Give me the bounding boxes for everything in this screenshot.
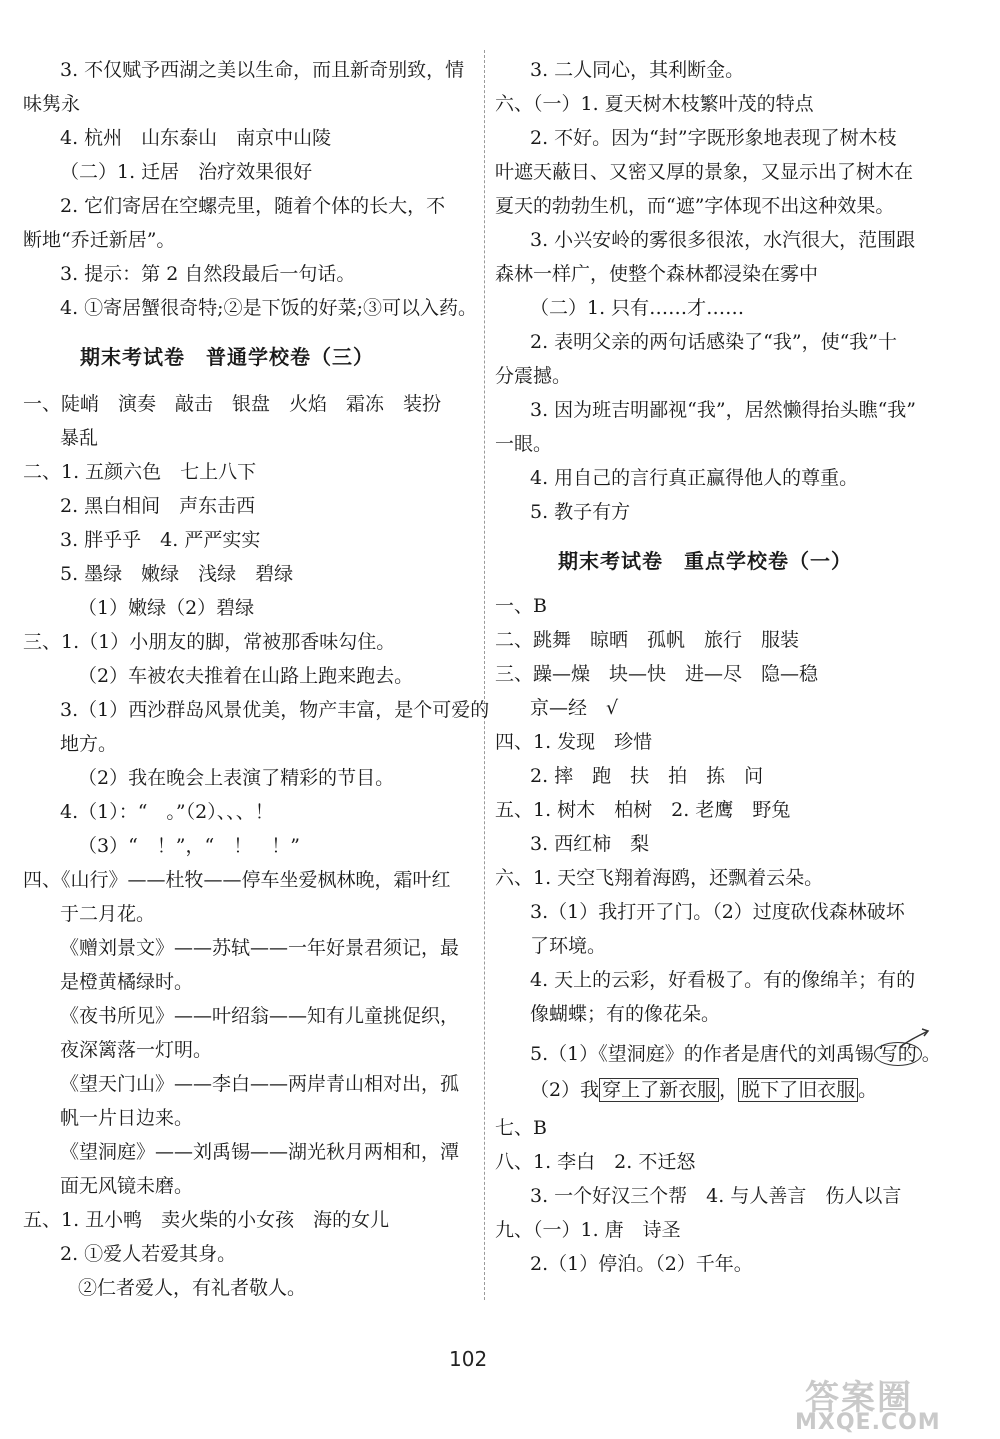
- answer-line: 《望天门山》——李白——两岸青山相对出，孤: [60, 1073, 460, 1095]
- answer-line: 三、1.（1）小朋友的脚，常被那香味勾住。: [23, 631, 396, 653]
- answer-line-correction: [530, 1041, 941, 1067]
- answer-line: （二）1. 只有……才……: [530, 297, 745, 319]
- answer-line: 了环境。: [530, 935, 607, 957]
- answer-line: 3. 一个好汉三个帮 4. 与人善言 伤人以言: [530, 1185, 902, 1207]
- answer-line: （2）我在晚会上表演了精彩的节目。: [78, 767, 395, 789]
- answer-line: 帆一片日边来。: [60, 1107, 194, 1129]
- answer-line: 2. 黑白相间 声东击西: [60, 495, 256, 517]
- answer-line: 六、（一）1. 夏天树木枝繁叶茂的特点: [495, 93, 814, 115]
- answer-line: 3.（1）我打开了门。（2）过度砍伐森林破坏: [530, 901, 905, 923]
- answer-line: 3. 二人同心，其利断金。: [530, 59, 745, 81]
- proofreading-mark-icon: [898, 1027, 938, 1051]
- answer-line: 4. ①寄居蟹很奇特;②是下饭的好菜;③可以入药。: [60, 297, 477, 319]
- answer-line: 一、B: [495, 595, 547, 617]
- answer-line: 2.（1）停泊。（2）千年。: [530, 1253, 753, 1275]
- answer-line: 一眼。: [495, 433, 553, 455]
- answer-line: 地方。: [60, 733, 118, 755]
- line-text: 。: [858, 1079, 878, 1101]
- answer-line: 3. 不仅赋予西湖之美以生命，而且新奇别致，情: [60, 59, 465, 81]
- section-heading: 期末考试卷 重点学校卷（一）: [558, 549, 852, 573]
- answer-line: 四、1. 发现 珍惜: [495, 731, 653, 753]
- answer-line: 《望洞庭》——刘禹锡——湖光秋月两相和，潭: [60, 1141, 460, 1163]
- answer-line: 2. ①爱人若爱其身。: [60, 1243, 237, 1265]
- answer-line: 4. 杭州 山东泰山 南京中山陵: [60, 127, 332, 149]
- section-heading: 期末考试卷 普通学校卷（三）: [80, 345, 374, 369]
- answer-line: 5. 墨绿 嫩绿 浅绿 碧绿: [60, 563, 294, 585]
- answer-line: 3. 西红柿 梨: [530, 833, 650, 855]
- answer-line: 京—经 √: [530, 697, 619, 719]
- answer-line: 3.（1）西沙群岛风景优美，物产丰富，是个可爱的: [60, 699, 490, 721]
- answer-line: 六、1. 天空飞翔着海鸥，还飘着云朵。: [495, 867, 824, 889]
- line-text: 。: [921, 1043, 941, 1065]
- answer-line: 分震撼。: [495, 365, 572, 387]
- answer-line: 二、1. 五颜六色 七上八下: [23, 461, 257, 483]
- answer-line: 夜深篱落一灯明。: [60, 1039, 213, 1061]
- answer-line: （1）嫩绿（2）碧绿: [78, 597, 255, 619]
- answer-line: 夏天的勃勃生机，而“遮”字体现不出这种效果。: [495, 195, 895, 217]
- answer-line: 2. 摔 跑 扶 拍 拣 问: [530, 765, 764, 787]
- answer-line: 断地“乔迁新居”。: [23, 229, 176, 251]
- answer-line: 是橙黄橘绿时。: [60, 971, 194, 993]
- answer-line: 《夜书所见》——叶绍翁——知有儿童挑促织，: [60, 1005, 460, 1027]
- line-text: ，: [719, 1079, 739, 1101]
- answer-line: 三、躁—燥 块—快 进—尽 隐—稳: [495, 663, 819, 685]
- answer-line: 3. 因为班吉明鄙视“我”，居然懒得抬头瞧“我”: [530, 399, 917, 421]
- circled-text: 写的: [874, 1042, 922, 1066]
- answer-line: 4. 用自己的言行真正赢得他人的尊重。: [530, 467, 859, 489]
- answer-line: 像蝴蝶；有的像花朵。: [530, 1003, 721, 1025]
- answer-line: 5. 教子有方: [530, 501, 631, 523]
- answer-line: 4. 天上的云彩，好看极了。有的像绵羊；有的: [530, 969, 916, 991]
- answer-line: 森林一样广，使整个森林都浸染在雾中: [495, 263, 819, 285]
- answer-line: 八、1. 李白 2. 不迁怒: [495, 1151, 696, 1173]
- answer-line: 一、陡峭 演奏 敲击 银盘 火焰 霜冻 装扮: [23, 393, 442, 415]
- watermark-logo: [795, 1370, 995, 1436]
- answer-line: 2. 它们寄居在空螺壳里，随着个体的长大，不: [60, 195, 446, 217]
- answer-line: 3. 提示：第 2 自然段最后一句话。: [60, 263, 356, 285]
- watermark-url: MXQE.COM: [795, 1410, 941, 1435]
- answer-line: 五、1. 丑小鸭 卖火柴的小女孩 海的女儿: [23, 1209, 390, 1231]
- answer-line: 叶遮天蔽日、又密又厚的景象，又显示出了树木在: [495, 161, 914, 183]
- answer-line: 七、B: [495, 1117, 547, 1139]
- answer-line-correction: [530, 1077, 877, 1103]
- answer-line: （3）“ ！”，“ ！ ！”: [78, 835, 300, 857]
- answer-line: 四、《山行》——杜牧——停车坐爱枫林晚，霜叶红: [23, 869, 451, 891]
- boxed-text: 穿上了新衣服: [599, 1078, 719, 1102]
- answer-line: 4.（1）：“ 。”（2）、、、！: [60, 801, 274, 823]
- answer-line: （2）车被农夫推着在山路上跑来跑去。: [78, 665, 414, 687]
- answer-line: 九、（一）1. 唐 诗圣: [495, 1219, 681, 1241]
- answer-line: 五、1. 树木 柏树 2. 老鹰 野兔: [495, 799, 791, 821]
- answer-line: 3. 胖乎乎 4. 严严实实: [60, 529, 261, 551]
- answer-line: 面无风镜未磨。: [60, 1175, 194, 1197]
- answer-line: 3. 小兴安岭的雾很多很浓，水汽很大，范围跟: [530, 229, 916, 251]
- answer-line: 《赠刘景文》——苏轼——一年好景君须记，最: [60, 937, 460, 959]
- watermark-text: 答案圈: [805, 1378, 913, 1418]
- answer-line: 二、跳舞 晾晒 孤帆 旅行 服装: [495, 629, 800, 651]
- answer-line: 味隽永: [23, 93, 81, 115]
- answer-line: 2. 表明父亲的两句话感染了“我”，使“我”十: [530, 331, 898, 353]
- answer-line: （二）1. 迁居 治疗效果很好: [60, 161, 313, 183]
- column-divider: [484, 50, 485, 1300]
- answer-line: 暴乱: [60, 427, 99, 449]
- line-text: 5.（1）《望洞庭》的作者是唐代的刘禹锡: [530, 1043, 874, 1065]
- line-text: （2）我: [530, 1079, 600, 1101]
- boxed-text: 脱下了旧衣服: [738, 1078, 858, 1102]
- answer-line: 于二月花。: [60, 903, 156, 925]
- answer-line: 2. 不好。因为“封”字既形象地表现了树木枝: [530, 127, 897, 149]
- page-number: 102: [449, 1347, 488, 1371]
- answer-line: ②仁者爱人，有礼者敬人。: [78, 1277, 307, 1299]
